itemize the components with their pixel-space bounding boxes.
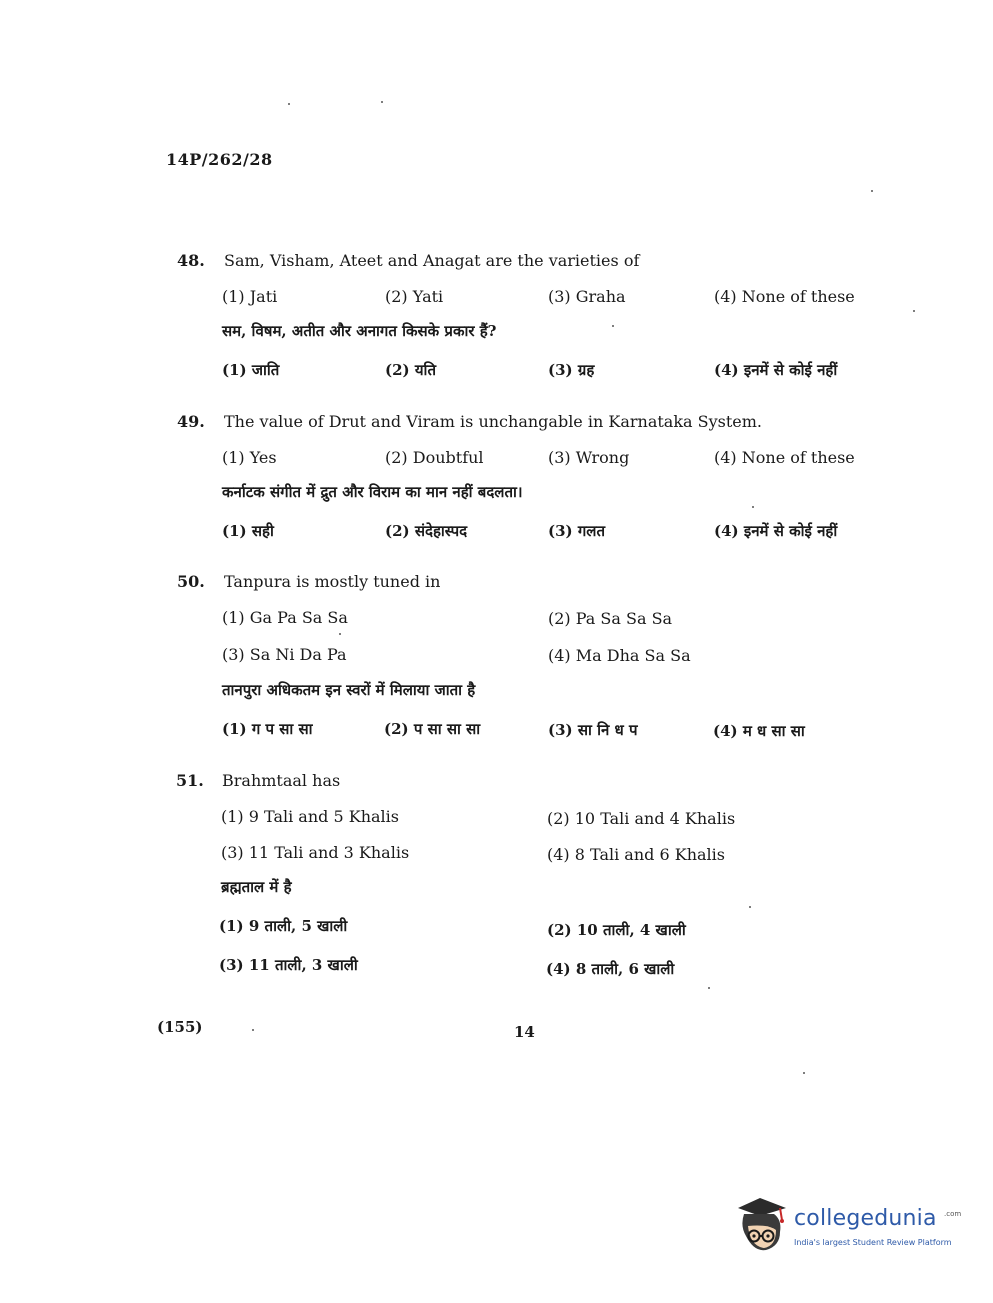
logo-domain-suffix: .com — [944, 1210, 962, 1218]
option-3: (3) Wrong — [548, 448, 630, 467]
option-1-hindi: (1) ग प सा सा — [222, 720, 313, 738]
option-3: (3) 11 Tali and 3 Khalis — [221, 843, 410, 862]
option-3-hindi: (3) गलत — [548, 522, 606, 540]
option-4: (4) 8 Tali and 6 Khalis — [547, 845, 725, 864]
option-1-hindi: (1) सही — [222, 522, 274, 540]
scan-speck — [288, 103, 290, 105]
option-1-hindi: (1) 9 ताली, 5 खाली — [219, 917, 348, 935]
option-4: (4) Ma Dha Sa Sa — [548, 646, 691, 665]
option-2-hindi: (2) प सा सा सा — [384, 720, 481, 738]
question-text-hindi: ब्रह्मताल में है — [221, 878, 292, 896]
option-2: (2) Yati — [385, 287, 444, 306]
logo-tagline: India's largest Student Review Platform — [794, 1238, 952, 1247]
exam-code: 14P/262/28 — [166, 150, 273, 169]
scan-speck — [708, 987, 710, 989]
scan-speck — [339, 633, 341, 635]
option-1: (1) Jati — [222, 287, 278, 306]
scan-speck — [752, 506, 754, 508]
option-1: (1) Yes — [222, 448, 277, 467]
scan-speck — [749, 906, 751, 908]
scan-speck — [381, 101, 383, 103]
option-4: (4) None of these — [714, 287, 855, 306]
question-text-hindi: कर्नाटक संगीत में द्रुत और विराम का मान नहीं बदलता। — [222, 483, 523, 501]
option-1: (1) Ga Pa Sa Sa — [222, 608, 348, 627]
option-3-hindi: (3) ग्रह — [548, 361, 595, 379]
question-text: Brahmtaal has — [222, 771, 341, 790]
option-3: (3) Sa Ni Da Pa — [222, 645, 347, 664]
question-text-hindi: तानपुरा अधिकतम इन स्वरों में मिलाया जाता है — [222, 681, 476, 699]
option-4-hindi: (4) इनमें से कोई नहीं — [714, 522, 838, 540]
option-4-hindi: (4) म ध सा सा — [713, 722, 805, 740]
mascot-icon — [734, 1196, 792, 1258]
option-4-hindi: (4) 8 ताली, 6 खाली — [546, 960, 675, 978]
scan-speck — [913, 310, 915, 312]
option-4-hindi: (4) इनमें से कोई नहीं — [714, 361, 838, 379]
question-text: Sam, Visham, Ateet and Anagat are the varieties of — [224, 251, 640, 270]
scan-speck — [252, 1029, 254, 1031]
scan-speck — [612, 325, 614, 327]
option-2: (2) 10 Tali and 4 Khalis — [547, 809, 736, 828]
logo-wordmark: collegedunia — [794, 1206, 937, 1231]
collegedunia-logo — [734, 1196, 964, 1266]
question-number: 49. — [177, 412, 205, 431]
option-1-hindi: (1) जाति — [222, 361, 280, 379]
scan-speck — [803, 1072, 805, 1074]
option-3: (3) Graha — [548, 287, 626, 306]
option-2: (2) Pa Sa Sa Sa — [548, 609, 673, 628]
option-2: (2) Doubtful — [385, 448, 484, 467]
option-3-hindi: (3) 11 ताली, 3 खाली — [219, 956, 358, 974]
question-text: The value of Drut and Viram is unchangable in Karnataka System. — [224, 412, 763, 431]
question-text: Tanpura is mostly tuned in — [224, 572, 441, 591]
question-number: 48. — [177, 251, 205, 270]
option-4: (4) None of these — [714, 448, 855, 467]
question-number: 50. — [177, 572, 205, 591]
option-2-hindi: (2) यति — [385, 361, 436, 379]
page-number: 14 — [514, 1023, 535, 1041]
paper-code-footer: (155) — [157, 1018, 203, 1036]
scan-speck — [871, 190, 873, 192]
option-1: (1) 9 Tali and 5 Khalis — [221, 807, 399, 826]
question-text-hindi: सम, विषम, अतीत और अनागत किसके प्रकार हैं? — [222, 322, 497, 340]
option-3-hindi: (3) सा नि ध प — [548, 721, 638, 739]
option-2-hindi: (2) 10 ताली, 4 खाली — [547, 921, 686, 939]
option-2-hindi: (2) संदेहास्पद — [385, 522, 468, 540]
question-number: 51. — [176, 771, 204, 790]
